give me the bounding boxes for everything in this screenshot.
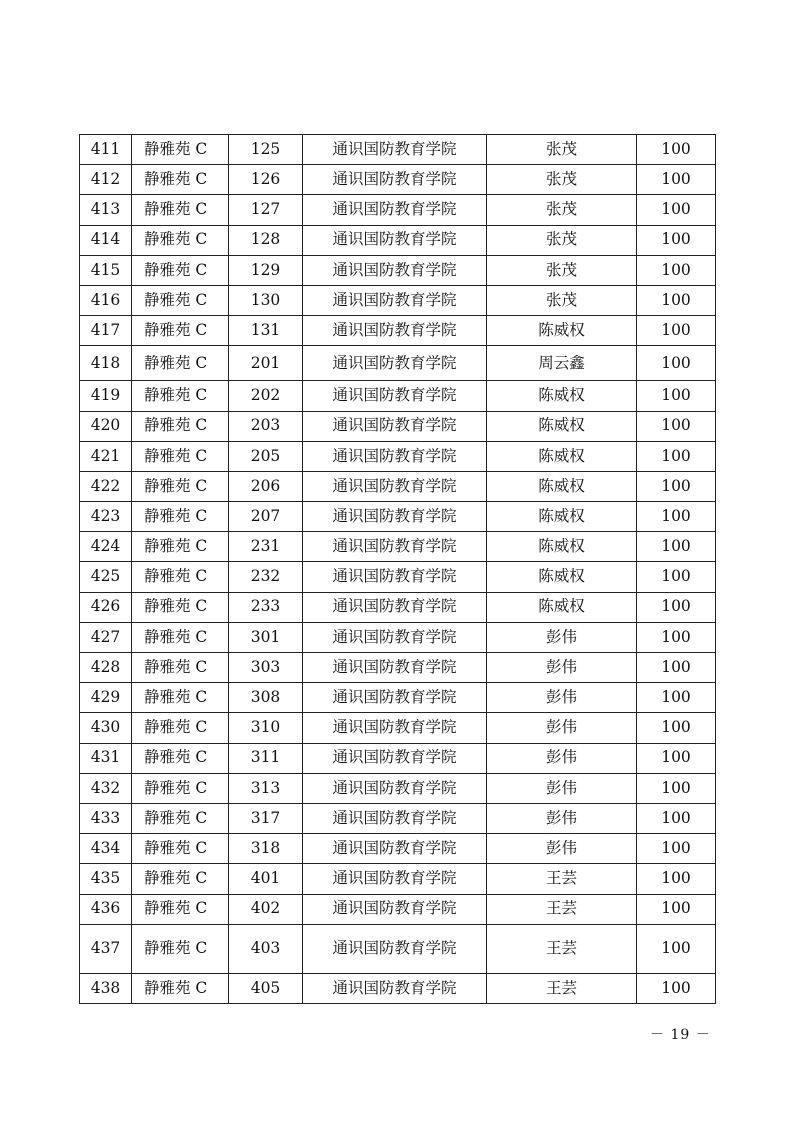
counselor-name-cell: 张茂 xyxy=(487,285,637,315)
counselor-name-cell: 王芸 xyxy=(487,864,637,894)
college-cell: 通识国防教育学院 xyxy=(303,592,487,622)
counselor-name-cell: 王芸 xyxy=(487,973,637,1003)
room-number-cell: 405 xyxy=(229,973,303,1003)
table-row xyxy=(80,683,716,713)
dormitory-score-table xyxy=(79,134,716,1004)
room-number-cell: 311 xyxy=(229,743,303,773)
counselor-name-cell: 彭伟 xyxy=(487,683,637,713)
table-row xyxy=(80,562,716,592)
building-cell: 静雅苑 C xyxy=(132,502,229,532)
score-cell: 100 xyxy=(637,441,716,471)
score-cell: 100 xyxy=(637,165,716,195)
building-cell: 静雅苑 C xyxy=(132,441,229,471)
building-cell: 静雅苑 C xyxy=(132,773,229,803)
counselor-name-cell: 陈威权 xyxy=(487,316,637,346)
room-number-cell: 232 xyxy=(229,562,303,592)
table-row xyxy=(80,653,716,683)
counselor-name-cell: 彭伟 xyxy=(487,803,637,833)
table-row xyxy=(80,743,716,773)
building-cell: 静雅苑 C xyxy=(132,924,229,973)
room-number-cell: 402 xyxy=(229,894,303,924)
table-row xyxy=(80,225,716,255)
counselor-name-cell: 彭伟 xyxy=(487,713,637,743)
row-index: 422 xyxy=(80,471,132,501)
score-cell: 100 xyxy=(637,316,716,346)
row-index: 435 xyxy=(80,864,132,894)
row-index: 420 xyxy=(80,411,132,441)
table-row xyxy=(80,622,716,652)
score-cell: 100 xyxy=(637,653,716,683)
score-cell: 100 xyxy=(637,346,716,381)
building-cell: 静雅苑 C xyxy=(132,532,229,562)
counselor-name-cell: 张茂 xyxy=(487,195,637,225)
counselor-name-cell: 陈威权 xyxy=(487,381,637,411)
building-cell: 静雅苑 C xyxy=(132,973,229,1003)
building-cell: 静雅苑 C xyxy=(132,894,229,924)
table-row xyxy=(80,502,716,532)
room-number-cell: 126 xyxy=(229,165,303,195)
score-cell: 100 xyxy=(637,411,716,441)
score-cell: 100 xyxy=(637,255,716,285)
score-cell: 100 xyxy=(637,135,716,165)
room-number-cell: 231 xyxy=(229,532,303,562)
college-cell: 通识国防教育学院 xyxy=(303,316,487,346)
building-cell: 静雅苑 C xyxy=(132,683,229,713)
score-cell: 100 xyxy=(637,471,716,501)
counselor-name-cell: 王芸 xyxy=(487,924,637,973)
college-cell: 通识国防教育学院 xyxy=(303,532,487,562)
counselor-name-cell: 陈威权 xyxy=(487,471,637,501)
building-cell: 静雅苑 C xyxy=(132,195,229,225)
room-number-cell: 401 xyxy=(229,864,303,894)
college-cell: 通识国防教育学院 xyxy=(303,924,487,973)
room-number-cell: 207 xyxy=(229,502,303,532)
row-index: 412 xyxy=(80,165,132,195)
counselor-name-cell: 张茂 xyxy=(487,255,637,285)
row-index: 432 xyxy=(80,773,132,803)
room-number-cell: 308 xyxy=(229,683,303,713)
table-row xyxy=(80,864,716,894)
score-cell: 100 xyxy=(637,592,716,622)
counselor-name-cell: 陈威权 xyxy=(487,502,637,532)
row-index: 428 xyxy=(80,653,132,683)
college-cell: 通识国防教育学院 xyxy=(303,683,487,713)
score-cell: 100 xyxy=(637,773,716,803)
building-cell: 静雅苑 C xyxy=(132,713,229,743)
college-cell: 通识国防教育学院 xyxy=(303,441,487,471)
counselor-name-cell: 彭伟 xyxy=(487,653,637,683)
building-cell: 静雅苑 C xyxy=(132,471,229,501)
room-number-cell: 403 xyxy=(229,924,303,973)
counselor-name-cell: 张茂 xyxy=(487,165,637,195)
counselor-name-cell: 陈威权 xyxy=(487,411,637,441)
college-cell: 通识国防教育学院 xyxy=(303,973,487,1003)
building-cell: 静雅苑 C xyxy=(132,562,229,592)
building-cell: 静雅苑 C xyxy=(132,803,229,833)
college-cell: 通识国防教育学院 xyxy=(303,743,487,773)
room-number-cell: 318 xyxy=(229,834,303,864)
college-cell: 通识国防教育学院 xyxy=(303,195,487,225)
row-index: 424 xyxy=(80,532,132,562)
table-row xyxy=(80,532,716,562)
table-row xyxy=(80,255,716,285)
building-cell: 静雅苑 C xyxy=(132,592,229,622)
score-cell: 100 xyxy=(637,622,716,652)
room-number-cell: 201 xyxy=(229,346,303,381)
building-cell: 静雅苑 C xyxy=(132,653,229,683)
table-row xyxy=(80,346,716,381)
college-cell: 通识国防教育学院 xyxy=(303,622,487,652)
room-number-cell: 129 xyxy=(229,255,303,285)
room-number-cell: 128 xyxy=(229,225,303,255)
room-number-cell: 125 xyxy=(229,135,303,165)
room-number-cell: 203 xyxy=(229,411,303,441)
college-cell: 通识国防教育学院 xyxy=(303,346,487,381)
table-row xyxy=(80,441,716,471)
row-index: 413 xyxy=(80,195,132,225)
row-index: 425 xyxy=(80,562,132,592)
row-index: 436 xyxy=(80,894,132,924)
college-cell: 通识国防教育学院 xyxy=(303,255,487,285)
building-cell: 静雅苑 C xyxy=(132,316,229,346)
room-number-cell: 317 xyxy=(229,803,303,833)
row-index: 419 xyxy=(80,381,132,411)
score-cell: 100 xyxy=(637,973,716,1003)
score-cell: 100 xyxy=(637,803,716,833)
score-cell: 100 xyxy=(637,834,716,864)
row-index: 415 xyxy=(80,255,132,285)
table-row xyxy=(80,713,716,743)
table-row xyxy=(80,973,716,1003)
building-cell: 静雅苑 C xyxy=(132,834,229,864)
counselor-name-cell: 彭伟 xyxy=(487,834,637,864)
college-cell: 通识国防教育学院 xyxy=(303,471,487,501)
score-cell: 100 xyxy=(637,562,716,592)
room-number-cell: 130 xyxy=(229,285,303,315)
college-cell: 通识国防教育学院 xyxy=(303,411,487,441)
row-index: 416 xyxy=(80,285,132,315)
row-index: 411 xyxy=(80,135,132,165)
room-number-cell: 310 xyxy=(229,713,303,743)
building-cell: 静雅苑 C xyxy=(132,743,229,773)
table-row xyxy=(80,285,716,315)
table-row xyxy=(80,195,716,225)
table-row xyxy=(80,381,716,411)
college-cell: 通识国防教育学院 xyxy=(303,803,487,833)
counselor-name-cell: 陈威权 xyxy=(487,441,637,471)
score-cell: 100 xyxy=(637,285,716,315)
score-cell: 100 xyxy=(637,864,716,894)
building-cell: 静雅苑 C xyxy=(132,135,229,165)
table-row xyxy=(80,316,716,346)
counselor-name-cell: 王芸 xyxy=(487,894,637,924)
score-cell: 100 xyxy=(637,894,716,924)
college-cell: 通识国防教育学院 xyxy=(303,834,487,864)
building-cell: 静雅苑 C xyxy=(132,225,229,255)
counselor-name-cell: 张茂 xyxy=(487,225,637,255)
score-cell: 100 xyxy=(637,502,716,532)
score-cell: 100 xyxy=(637,225,716,255)
college-cell: 通识国防教育学院 xyxy=(303,713,487,743)
building-cell: 静雅苑 C xyxy=(132,864,229,894)
college-cell: 通识国防教育学院 xyxy=(303,381,487,411)
counselor-name-cell: 彭伟 xyxy=(487,743,637,773)
building-cell: 静雅苑 C xyxy=(132,381,229,411)
college-cell: 通识国防教育学院 xyxy=(303,773,487,803)
building-cell: 静雅苑 C xyxy=(132,622,229,652)
counselor-name-cell: 陈威权 xyxy=(487,592,637,622)
row-index: 438 xyxy=(80,973,132,1003)
room-number-cell: 313 xyxy=(229,773,303,803)
building-cell: 静雅苑 C xyxy=(132,165,229,195)
college-cell: 通识国防教育学院 xyxy=(303,653,487,683)
score-cell: 100 xyxy=(637,532,716,562)
college-cell: 通识国防教育学院 xyxy=(303,894,487,924)
counselor-name-cell: 张茂 xyxy=(487,135,637,165)
college-cell: 通识国防教育学院 xyxy=(303,562,487,592)
table-row xyxy=(80,592,716,622)
college-cell: 通识国防教育学院 xyxy=(303,502,487,532)
table-row xyxy=(80,803,716,833)
room-number-cell: 233 xyxy=(229,592,303,622)
building-cell: 静雅苑 C xyxy=(132,411,229,441)
room-number-cell: 205 xyxy=(229,441,303,471)
row-index: 421 xyxy=(80,441,132,471)
college-cell: 通识国防教育学院 xyxy=(303,165,487,195)
table-body xyxy=(80,135,716,1004)
row-index: 417 xyxy=(80,316,132,346)
college-cell: 通识国防教育学院 xyxy=(303,135,487,165)
score-cell: 100 xyxy=(637,381,716,411)
row-index: 429 xyxy=(80,683,132,713)
room-number-cell: 202 xyxy=(229,381,303,411)
table-row xyxy=(80,773,716,803)
room-number-cell: 131 xyxy=(229,316,303,346)
score-cell: 100 xyxy=(637,195,716,225)
counselor-name-cell: 周云鑫 xyxy=(487,346,637,381)
table-row xyxy=(80,924,716,973)
room-number-cell: 303 xyxy=(229,653,303,683)
room-number-cell: 301 xyxy=(229,622,303,652)
counselor-name-cell: 陈威权 xyxy=(487,562,637,592)
building-cell: 静雅苑 C xyxy=(132,255,229,285)
score-cell: 100 xyxy=(637,924,716,973)
table-row xyxy=(80,471,716,501)
row-index: 433 xyxy=(80,803,132,833)
building-cell: 静雅苑 C xyxy=(132,285,229,315)
page-number: － 19 － xyxy=(650,1027,711,1043)
row-index: 434 xyxy=(80,834,132,864)
row-index: 414 xyxy=(80,225,132,255)
row-index: 426 xyxy=(80,592,132,622)
counselor-name-cell: 陈威权 xyxy=(487,532,637,562)
row-index: 423 xyxy=(80,502,132,532)
counselor-name-cell: 彭伟 xyxy=(487,773,637,803)
counselor-name-cell: 彭伟 xyxy=(487,622,637,652)
table-row xyxy=(80,834,716,864)
table-row xyxy=(80,411,716,441)
college-cell: 通识国防教育学院 xyxy=(303,225,487,255)
building-cell: 静雅苑 C xyxy=(132,346,229,381)
row-index: 431 xyxy=(80,743,132,773)
table-row xyxy=(80,135,716,165)
score-cell: 100 xyxy=(637,713,716,743)
room-number-cell: 206 xyxy=(229,471,303,501)
score-cell: 100 xyxy=(637,683,716,713)
row-index: 430 xyxy=(80,713,132,743)
table-row xyxy=(80,165,716,195)
table-row xyxy=(80,894,716,924)
row-index: 427 xyxy=(80,622,132,652)
row-index: 437 xyxy=(80,924,132,973)
college-cell: 通识国防教育学院 xyxy=(303,285,487,315)
room-number-cell: 127 xyxy=(229,195,303,225)
college-cell: 通识国防教育学院 xyxy=(303,864,487,894)
score-cell: 100 xyxy=(637,743,716,773)
row-index: 418 xyxy=(80,346,132,381)
